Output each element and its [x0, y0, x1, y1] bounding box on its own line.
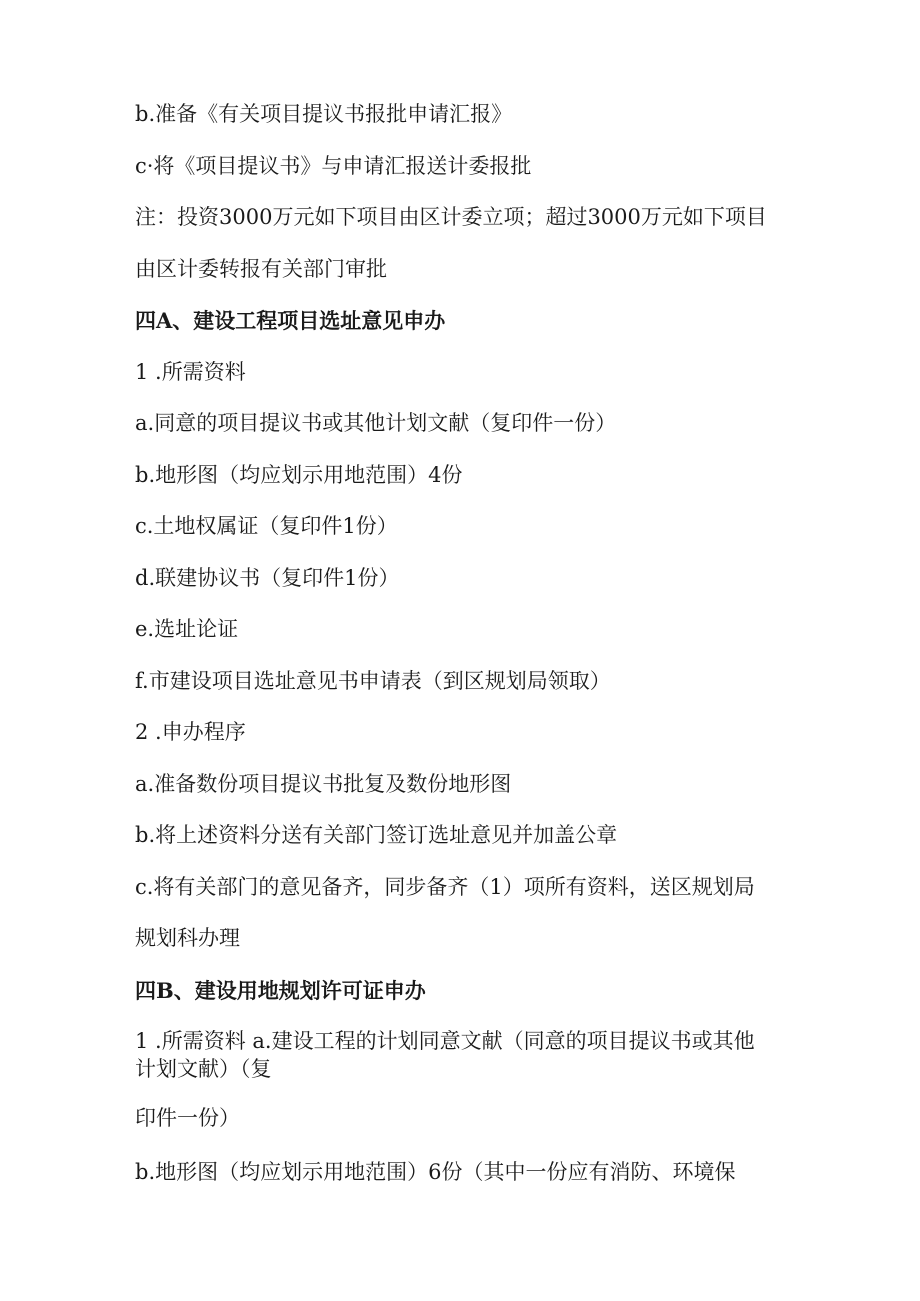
text-line: 由区计委转报有关部门审批	[135, 257, 387, 281]
text-line: 印件一份）	[135, 1106, 240, 1130]
text-line: 1 .所需资料	[135, 360, 246, 384]
text-line: f.市建设项目选址意见书申请表（到区规划局领取）	[135, 669, 611, 693]
section-heading: 四A、建设工程项目选址意见申办	[135, 308, 446, 333]
text-line: b.地形图（均应划示用地范围）4份	[135, 463, 463, 487]
text-line: 1 .所需资料 a.建设工程的计划同意文献（同意的项目提议书或其他	[135, 1029, 755, 1053]
text-line: e.选址论证	[135, 617, 239, 641]
text-line: d.联建协议书（复印件1份）	[135, 566, 400, 590]
text-line: b.准备《有关项目提议书报批申请汇报》	[135, 102, 513, 126]
text-line: c.将有关部门的意见备齐，同步备齐（1）项所有资料，送区规划局	[135, 875, 755, 899]
text-line: b.将上述资料分送有关部门签订选址意见并加盖公章	[135, 823, 618, 847]
text-line: 计划文献）（复	[135, 1057, 272, 1081]
text-line: 规划科办理	[135, 926, 240, 950]
text-line: 2 .申办程序	[135, 720, 246, 744]
text-line: 注：投资3000万元如下项目由区计委立项；超过3000万元如下项目	[135, 205, 767, 229]
text-line: a.准备数份项目提议书批复及数份地形图	[135, 772, 512, 796]
text-line: c.土地权属证（复印件1份）	[135, 514, 398, 538]
text-line: c·将《项目提议书》与申请汇报送计委报批	[135, 154, 532, 178]
section-heading: 四B、建设用地规划许可证申办	[135, 978, 426, 1003]
text-line: b.地形图（均应划示用地范围）6份（其中一份应有消防、环境保	[135, 1160, 736, 1184]
text-line: a.同意的项目提议书或其他计划文献（复印件一份）	[135, 411, 617, 435]
